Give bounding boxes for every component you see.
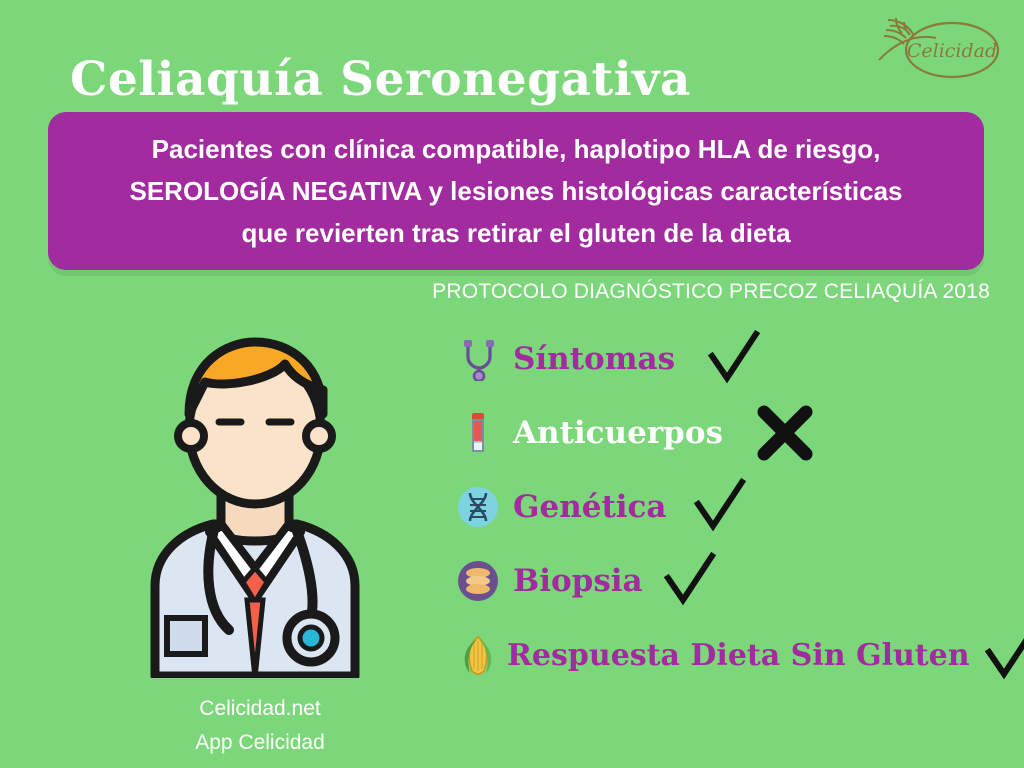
dna-microscope-icon — [455, 484, 501, 530]
corn-icon — [455, 632, 501, 678]
checklist-label-anticuerpos: Anticuerpos — [513, 415, 723, 451]
checklist-item-sintomas — [455, 322, 1015, 396]
checklist-label-sintomas: Síntomas — [513, 341, 676, 377]
check-mark-sintomas — [701, 327, 765, 391]
footer-website: Celicidad.net — [199, 697, 321, 720]
logo-wordmark: Celicidad — [906, 40, 998, 62]
definition-banner — [48, 112, 984, 270]
check-mark-respuesta-dieta — [978, 623, 1024, 687]
checklist-item-biopsia — [455, 544, 1015, 618]
brand-logo — [874, 14, 1004, 86]
footer — [120, 692, 400, 760]
check-mark-biopsia — [657, 549, 721, 613]
check-mark-genetica — [687, 475, 751, 539]
banner-line-2: SEROLOGÍA NEGATIVA y lesiones histológicas características — [129, 176, 903, 206]
cross-mark-anticuerpos — [753, 401, 817, 465]
biopsy-sample-icon — [455, 558, 501, 604]
checklist-label-respuesta-dieta: Respuesta Dieta Sin Gluten — [507, 637, 970, 673]
banner-line-3: que revierten tras retirar el gluten de la dieta — [241, 218, 791, 248]
footer-app: App Celicidad — [195, 731, 325, 754]
banner-line-1: Pacientes con clínica compatible, haplotipo HLA de riesgo, — [151, 134, 881, 164]
checklist-item-anticuerpos — [455, 396, 1015, 470]
checklist-item-respuesta-dieta — [455, 618, 1015, 692]
criteria-checklist — [455, 322, 1015, 692]
stethoscope-icon — [455, 336, 501, 382]
checklist-label-biopsia: Biopsia — [513, 563, 643, 599]
checklist-label-genetica: Genética — [513, 489, 667, 525]
doctor-illustration — [95, 318, 415, 678]
checklist-item-genetica — [455, 470, 1015, 544]
page-title: Celiaquía Seronegativa — [70, 52, 691, 107]
blood-test-tube-icon — [455, 410, 501, 456]
protocol-caption: PROTOCOLO DIAGNÓSTICO PRECOZ CELIAQUÍA 2018 — [432, 280, 990, 303]
